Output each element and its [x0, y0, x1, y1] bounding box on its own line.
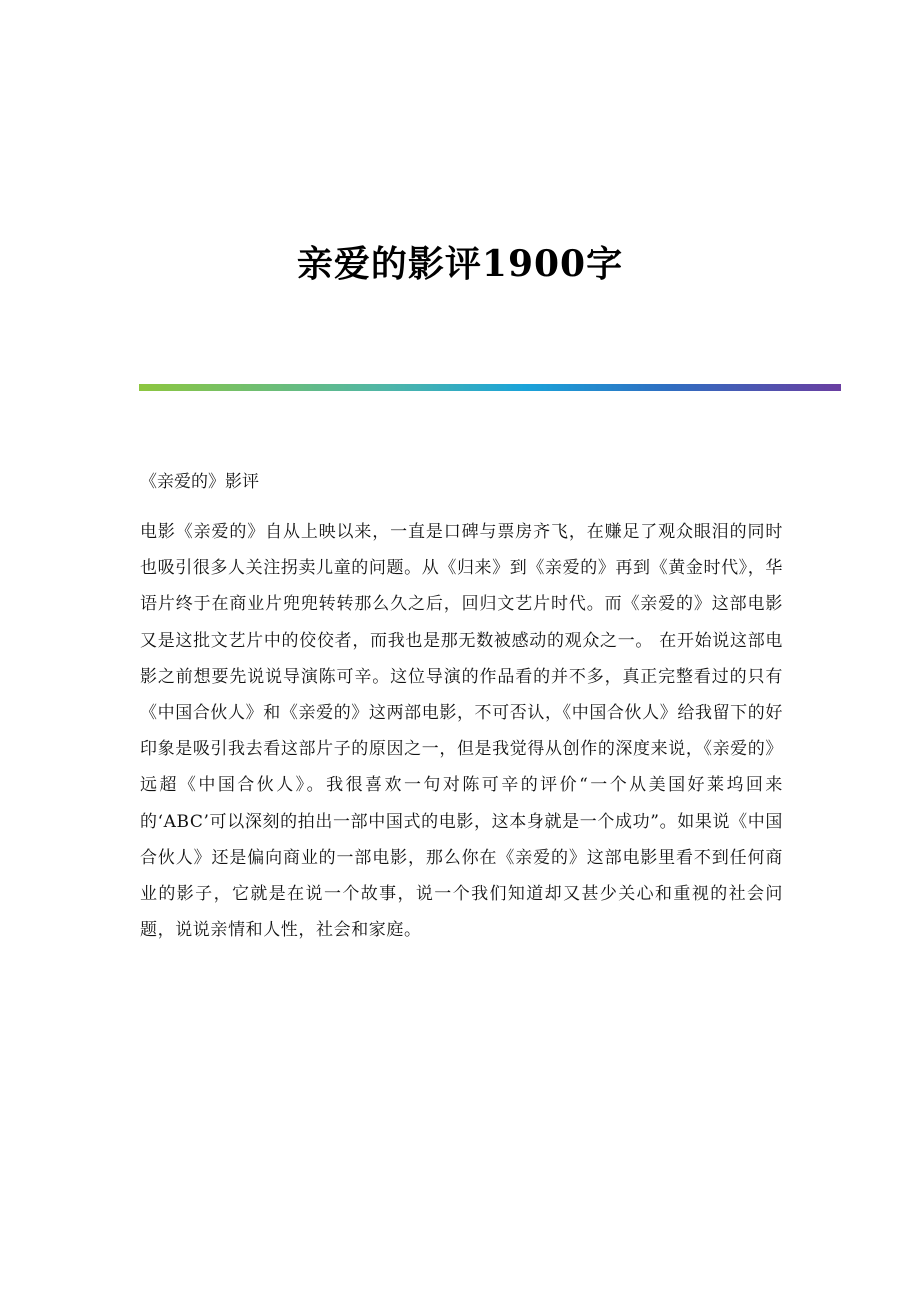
document-body [140, 464, 783, 948]
gradient-divider [139, 384, 841, 391]
document-title: 亲爱的影评1900字 [296, 243, 624, 286]
body-paragraph: 电影《亲爱的》自从上映以来，一直是口碑与票房齐飞，在赚足了观众眼泪的同时也吸引很多人关注拐卖儿童的问题。从《归来》到《亲爱的》再到《黄金时代》，华语片终于在商业片兜兜转转那么久之后，回归文艺片时代。而《亲爱的》这部电影又是这批文艺片中的佼佼者，而我也是那无数被感动的观众之一。 在开始说这部电影之前想要先说说导演陈可辛。这位导演的作品看的并不多，真正完整看过的只有《中国合伙人》和《亲爱的》这两部电影，不可否认，《中国合伙人》给我留下的好印象是吸引我去看这部片子的原因之一，但是我觉得从创作的深度来说，《亲爱的》远超《中国合伙人》。我很喜欢一句对陈可辛的评价“一个从美国好莱坞回来的‘ABC’可以深刻的拍出一部中国式的电影，这本身就是一个成功”。如果说《中国合伙人》还是偏向商业的一部电影，那么你在《亲爱的》这部电影里看不到任何商业的影子，它就是在说一个故事，说一个我们知道却又甚少关心和重视的社会问题，说说亲情和人性，社会和家庭。 [140, 522, 783, 941]
section-heading: 《亲爱的》影评 [140, 472, 259, 492]
